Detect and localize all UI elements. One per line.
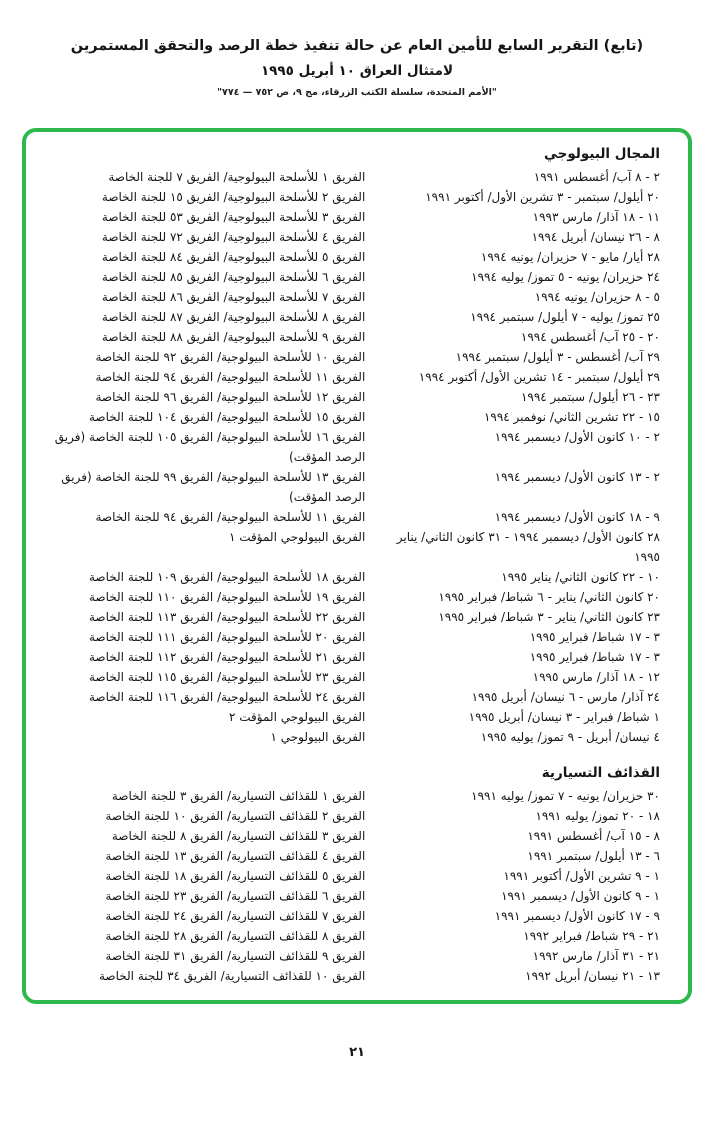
table-row — [46, 886, 660, 906]
inspection-dates: ٥ - ٨ حزيران/ يونيه ١٩٩٤ — [534, 290, 660, 304]
table-row — [46, 227, 660, 247]
inspection-dates: ٣ - ١٧ شباط/ فبراير ١٩٩٥ — [529, 630, 660, 644]
inspection-dates: ٢٠ - ٢٥ آب/ أغسطس ١٩٩٤ — [520, 330, 660, 344]
inspection-team: الفريق البيولوجي المؤقت ١ — [229, 530, 366, 544]
report-title-line1: (تابع) التقرير السابع للأمين العام عن حالة تنفيذ خطة الرصد والتحقق المستمرين — [70, 38, 644, 54]
table-row — [46, 247, 660, 267]
table-row — [46, 707, 660, 727]
inspection-team: الفريق ١٠ للقذائف التسيارية/ الفريق ٣٤ للجنة الخاصة — [98, 969, 366, 983]
inspection-dates: ٤ نيسان/ أبريل - ٩ تموز/ يوليه ١٩٩٥ — [480, 730, 660, 744]
inspection-dates: ٢ - ١٣ كانون الأول/ ديسمبر ١٩٩٤ — [494, 470, 660, 484]
inspection-dates: ٣ - ١٧ شباط/ فبراير ١٩٩٥ — [529, 650, 660, 664]
inspection-dates: ٢٣ كانون الثاني/ يناير - ٣ شباط/ فبراير ١٩٩٥ — [438, 610, 660, 624]
table-row — [46, 966, 660, 986]
inspection-team: الفريق ١٩ للأسلحة البيولوجية/ الفريق ١١٠ للجنة الخاصة — [89, 590, 366, 604]
section-rows — [46, 786, 660, 986]
table-row — [46, 307, 660, 327]
inspection-dates: ٢٠ أيلول/ سبتمبر - ٣ تشرين الأول/ أكتوبر ١٩٩١ — [425, 190, 660, 204]
inspection-team: الفريق ٥ للقذائف التسيارية/ الفريق ١٨ للجنة الخاصة — [105, 869, 366, 883]
inspection-team: الفريق ٩ للقذائف التسيارية/ الفريق ٣١ للجنة الخاصة — [105, 949, 366, 963]
inspection-dates: ٦ - ١٣ أيلول/ سبتمبر ١٩٩١ — [527, 849, 660, 863]
inspection-team: الفريق ١٢ للأسلحة البيولوجية/ الفريق ٩٦ للجنة الخاصة — [95, 390, 366, 404]
inspection-team: الفريق ٢٢ للأسلحة البيولوجية/ الفريق ١١٣ للجنة الخاصة — [89, 610, 366, 624]
inspection-dates: ٢٤ آذار/ مارس - ٦ نيسان/ أبريل ١٩٩٥ — [471, 690, 660, 704]
table-row — [46, 926, 660, 946]
inspection-team: الفريق ١ للقذائف التسيارية/ الفريق ٣ للجنة الخاصة — [111, 789, 366, 803]
table-row — [46, 567, 660, 587]
inspection-team: الفريق ٦ للقذائف التسيارية/ الفريق ٢٣ للجنة الخاصة — [105, 889, 366, 903]
table-row — [46, 387, 660, 407]
inspection-team: الفريق ١١ للأسلحة البيولوجية/ الفريق ٩٤ للجنة الخاصة — [95, 370, 366, 384]
table-row — [46, 467, 660, 507]
inspection-dates: ١ شباط/ فبراير - ٣ نيسان/ أبريل ١٩٩٥ — [468, 710, 660, 724]
inspection-team: الفريق ٢٠ للأسلحة البيولوجية/ الفريق ١١١ للجنة الخاصة — [89, 630, 366, 644]
report-section — [46, 765, 660, 986]
table-row — [46, 407, 660, 427]
inspection-team: الفريق ١ للأسلحة البيولوجية/ الفريق ٧ للجنة الخاصة — [108, 170, 366, 184]
table-row — [46, 806, 660, 826]
inspection-team: الفريق ٢٣ للأسلحة البيولوجية/ الفريق ١١٥ للجنة الخاصة — [89, 670, 366, 684]
inspection-team: الفريق ١٦ للأسلحة البيولوجية/ الفريق ١٠٥ للجنة الخاصة (فريق الرصد المؤقت) — [54, 430, 366, 464]
inspection-team: الفريق ٨ للأسلحة البيولوجية/ الفريق ٨٧ للجنة الخاصة — [101, 310, 366, 324]
inspection-dates: ٢٨ كانون الأول/ ديسمبر ١٩٩٤ - ٣١ كانون الثاني/ يناير ١٩٩٥ — [396, 530, 660, 564]
inspection-dates: ٩ - ١٨ كانون الأول/ ديسمبر ١٩٩٤ — [494, 510, 660, 524]
table-row — [46, 607, 660, 627]
table-row — [46, 826, 660, 846]
inspection-team: الفريق ٥ للأسلحة البيولوجية/ الفريق ٨٤ للجنة الخاصة — [101, 250, 366, 264]
inspection-dates: ٢ - ٨ آب/ أغسطس ١٩٩١ — [533, 170, 660, 184]
table-row — [46, 507, 660, 527]
table-row — [46, 687, 660, 707]
report-source-citation: "الأمم المتحدة، سلسلة الكتب الزرقاء، مج ٩، ص ٧٥٢ — ٧٧٤" — [217, 87, 497, 98]
table-row — [46, 347, 660, 367]
inspection-dates: ١ - ٩ تشرين الأول/ أكتوبر ١٩٩١ — [503, 869, 660, 883]
inspection-team: الفريق ٣ للقذائف التسيارية/ الفريق ٨ للجنة الخاصة — [111, 829, 366, 843]
table-row — [46, 667, 660, 687]
table-row — [46, 327, 660, 347]
table-row — [46, 267, 660, 287]
table-row — [46, 207, 660, 227]
section-heading: القذائف التسيارية — [541, 765, 660, 781]
page-number: ٢١ — [349, 1045, 365, 1060]
inspection-team: الفريق ٢ للأسلحة البيولوجية/ الفريق ١٥ للجنة الخاصة — [101, 190, 366, 204]
inspection-team: الفريق ٢١ للأسلحة البيولوجية/ الفريق ١١٢ للجنة الخاصة — [89, 650, 366, 664]
table-row — [46, 727, 660, 747]
inspection-team: الفريق ٧ للقذائف التسيارية/ الفريق ٢٤ للجنة الخاصة — [105, 909, 366, 923]
inspection-dates: ٢٤ حزيران/ يونيه - ٥ تموز/ يوليه ١٩٩٤ — [471, 270, 660, 284]
inspection-team: الفريق ٨ للقذائف التسيارية/ الفريق ٢٨ للجنة الخاصة — [105, 929, 366, 943]
inspection-dates: ٩ - ١٧ كانون الأول/ ديسمبر ١٩٩١ — [494, 909, 660, 923]
table-row — [46, 527, 660, 567]
inspection-dates: ٣٠ حزيران/ يونيه - ٧ تموز/ يوليه ١٩٩١ — [471, 789, 660, 803]
table-row — [46, 587, 660, 607]
inspection-team: الفريق ٩ للأسلحة البيولوجية/ الفريق ٨٨ للجنة الخاصة — [101, 330, 366, 344]
table-row — [46, 946, 660, 966]
inspection-team: الفريق ١٥ للأسلحة البيولوجية/ الفريق ١٠٤ للجنة الخاصة — [89, 410, 366, 424]
inspection-dates: ٢١ - ٢٩ شباط/ فبراير ١٩٩٢ — [523, 929, 660, 943]
inspection-dates: ١١ - ١٨ آذار/ مارس ١٩٩٣ — [532, 210, 660, 224]
inspection-team: الفريق ٧ للأسلحة البيولوجية/ الفريق ٨٦ للجنة الخاصة — [101, 290, 366, 304]
table-row — [46, 187, 660, 207]
sections-container — [46, 146, 660, 986]
inspection-team: الفريق ٣ للأسلحة البيولوجية/ الفريق ٥٣ للجنة الخاصة — [101, 210, 366, 224]
table-row — [46, 906, 660, 926]
table-row — [46, 846, 660, 866]
inspection-dates: ٢٥ تموز/ يوليه - ٧ أيلول/ سبتمبر ١٩٩٤ — [470, 310, 660, 324]
inspection-dates: ٢١ - ٣١ آذار/ مارس ١٩٩٢ — [532, 949, 660, 963]
inspection-team: الفريق ١٠ للأسلحة البيولوجية/ الفريق ٩٢ للجنة الخاصة — [95, 350, 366, 364]
inspection-dates: ١٠ - ٢٢ كانون الثاني/ يناير ١٩٩٥ — [501, 570, 660, 584]
inspection-dates: ١ - ٩ كانون الأول/ ديسمبر ١٩٩١ — [501, 889, 660, 903]
inspection-dates: ١٥ - ٢٢ تشرين الثاني/ نوفمبر ١٩٩٤ — [483, 410, 660, 424]
inspection-team: الفريق ١١ للأسلحة البيولوجية/ الفريق ٩٤ للجنة الخاصة — [95, 510, 366, 524]
inspection-team: الفريق ٢٤ للأسلحة البيولوجية/ الفريق ١١٦ للجنة الخاصة — [89, 690, 366, 704]
table-row — [46, 367, 660, 387]
inspection-dates: ١٣ - ٢١ نيسان/ أبريل ١٩٩٢ — [525, 969, 660, 983]
table-row — [46, 167, 660, 187]
highlighted-content-box — [22, 128, 692, 1004]
table-row — [46, 627, 660, 647]
table-row — [46, 287, 660, 307]
inspection-dates: ٢٨ أيار/ مايو - ٧ حزيران/ يونيه ١٩٩٤ — [480, 250, 660, 264]
inspection-team: الفريق ٦ للأسلحة البيولوجية/ الفريق ٨٥ للجنة الخاصة — [101, 270, 366, 284]
inspection-dates: ١٨ - ٢٠ تموز/ يوليه ١٩٩١ — [535, 809, 660, 823]
inspection-team: الفريق البيولوجي المؤقت ٢ — [229, 710, 366, 724]
table-row — [46, 427, 660, 467]
inspection-team: الفريق ١٨ للأسلحة البيولوجية/ الفريق ١٠٩ للجنة الخاصة — [89, 570, 366, 584]
section-heading: المجال البيولوجي — [543, 146, 660, 162]
section-rows — [46, 167, 660, 747]
table-row — [46, 866, 660, 886]
report-section — [46, 146, 660, 747]
inspection-dates: ٢٩ آب/ أغسطس - ٣ أيلول/ سبتمبر ١٩٩٤ — [455, 350, 660, 364]
inspection-dates: ٨ - ٢٦ نيسان/ أبريل ١٩٩٤ — [531, 230, 660, 244]
inspection-dates: ٢ - ١٠ كانون الأول/ ديسمبر ١٩٩٤ — [494, 430, 660, 444]
inspection-team: الفريق ٢ للقذائف التسيارية/ الفريق ١٠ للجنة الخاصة — [105, 809, 366, 823]
inspection-team: الفريق ٤ للقذائف التسيارية/ الفريق ١٣ للجنة الخاصة — [105, 849, 366, 863]
inspection-dates: ٢٩ أيلول/ سبتمبر - ١٤ تشرين الأول/ أكتوبر ١٩٩٤ — [418, 370, 660, 384]
table-row — [46, 786, 660, 806]
page-footer — [0, 1041, 714, 1060]
report-header — [0, 0, 714, 98]
inspection-team: الفريق ١٣ للأسلحة البيولوجية/ الفريق ٩٩ للجنة الخاصة (فريق الرصد المؤقت) — [61, 470, 366, 504]
inspection-dates: ١٢ - ١٨ آذار/ مارس ١٩٩٥ — [532, 670, 660, 684]
inspection-dates: ٢٠ كانون الثاني/ يناير - ٦ شباط/ فبراير ١٩٩٥ — [438, 590, 660, 604]
inspection-team: الفريق ٤ للأسلحة البيولوجية/ الفريق ٧٢ للجنة الخاصة — [101, 230, 366, 244]
inspection-dates: ٢٣ - ٢٦ أيلول/ سبتمبر ١٩٩٤ — [520, 390, 660, 404]
report-title-line2: لامتثال العراق ١٠ أبريل ١٩٩٥ — [260, 63, 454, 79]
table-row — [46, 647, 660, 667]
inspection-team: الفريق البيولوجي ١ — [270, 730, 366, 744]
inspection-dates: ٨ - ١٥ آب/ أغسطس ١٩٩١ — [527, 829, 660, 843]
